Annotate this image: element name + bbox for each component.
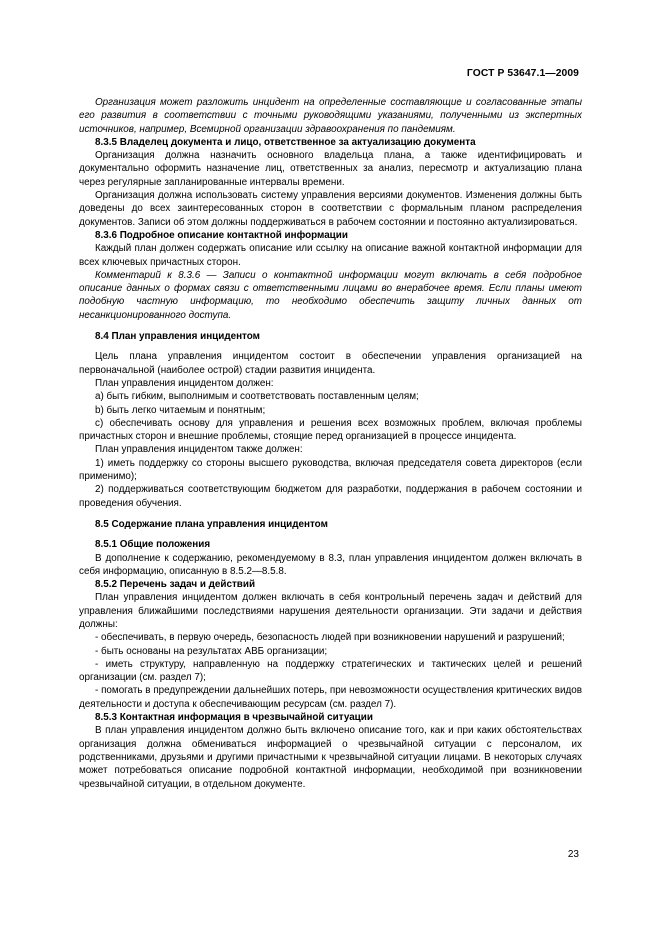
section-heading: 8.3.6 Подробное описание контактной информации [95, 229, 348, 241]
section-heading: 8.3.5 Владелец документа и лицо, ответственное за актуализацию документа [95, 136, 476, 148]
section-heading: 8.5 Содержание плана управления инцидентом [95, 518, 328, 530]
paragraph: а) быть гибким, выполнимым и соответствовать поставленным целям; [95, 391, 419, 403]
paragraph: В план управления инцидентом должно быть включено описание того, как и при каких обстоятельствах организация должна обмениваться информацией о чрезвычайной ситуации с персоналом, их родственниками, друзьями и другими причастными к чрезвычайной ситуации лицами. В некоторых случаях может потребоваться описание подробной контактной информации, необходимой при возникновении чрезвычайной ситуации, в отдельном документе. [79, 725, 582, 790]
paragraph: Организация должна назначить основного владельца плана, а также идентифицировать и документально оформить назначение лиц, ответственных за анализ, пересмотр и актуализацию плана через регулярные запланированные интервалы времени. [79, 150, 582, 188]
paragraph: Организация должна использовать систему управления версиями документов. Изменения должны быть доведены до всех заинтересованных сторон в соответствии с формальным планом распределения документов. Записи об этом должны поддерживаться в рабочем состоянии и постоянно актуализироваться. [79, 190, 582, 228]
document-code: ГОСТ Р 53647.1—2009 [466, 68, 579, 79]
paragraph: План управления инцидентом также должен: [95, 444, 303, 456]
paragraph: 1) иметь поддержку со стороны высшего руководства, включая председателя совета директоров (если применимо); [79, 457, 582, 483]
document-body [79, 96, 582, 791]
paragraph: Цель плана управления инцидентом состоит в обеспечении управления организацией на первоначальной (наиболее острой) стадии развития инцидента. [79, 351, 582, 376]
paragraph: Каждый план должен содержать описание или ссылку на описание важной контактной информации для всех ключевых причастных сторон. [79, 243, 582, 268]
paragraph: b) быть легко читаемым и понятным; [95, 404, 266, 416]
section-heading: 8.5.2 Перечень задач и действий [95, 579, 256, 591]
italic-paragraph: Организация может разложить инцидент на определенные составляющие и согласованные этапы его развития в соответствии с точными руководящими указаниями, полученными из экспертных источников, например, Всемирной организации здравоохранения по пандемиям. [79, 97, 582, 135]
paragraph: План управления инцидентом должен включать в себя контрольный перечень задач и действий для управления ближайшими последствиями нарушения деятельности организации. Эти задачи и действия должны: [79, 592, 582, 630]
paragraph: План управления инцидентом должен: [95, 377, 274, 389]
paragraph: В дополнение к содержанию, рекомендуемому в 8.3, план управления инцидентом должен включать в себя информацию, описанную в 8.5.2—8.5.8. [79, 552, 582, 577]
paragraph: - помогать в предупреждении дальнейших потерь, при невозможности осуществления критических видов деятельности и доступа к обеспечивающим ресурсам (см. раздел 7). [79, 685, 582, 710]
section-heading: 8.5.3 Контактная информация в чрезвычайной ситуации [95, 712, 373, 724]
paragraph: 2) поддерживаться соответствующим бюджетом для разработки, поддержания в рабочем состоянии и проведения обучения. [79, 484, 582, 509]
section-heading: 8.4 План управления инцидентом [95, 331, 260, 343]
paragraph: с) обеспечивать основу для управления и решения всех возможных проблем, включая проблемы причастных сторон и внешние проблемы, стоящие перед организацией в процессе инцидента. [79, 417, 582, 443]
section-heading: 8.5.1 Общие положения [95, 539, 211, 551]
paragraph: - быть основаны на результатах АВБ организации; [95, 645, 328, 657]
paragraph: - обеспечивать, в первую очередь, безопасность людей при возникновении нарушений и разрушений; [95, 632, 565, 644]
italic-paragraph: Комментарий к 8.3.6 — Записи о контактной информации могут включать в себя подробное описание данных о формах связи с ответственными лицами во внерабочее время. Если планы имеют подобную частную информацию, то необходимо обеспечить защиту личных данных от несанкционированного доступа. [79, 269, 582, 321]
paragraph: - иметь структуру, направленную на поддержку стратегических и тактических целей и решений организации (см. раздел 7); [79, 658, 582, 684]
page-number: 23 [567, 849, 579, 860]
